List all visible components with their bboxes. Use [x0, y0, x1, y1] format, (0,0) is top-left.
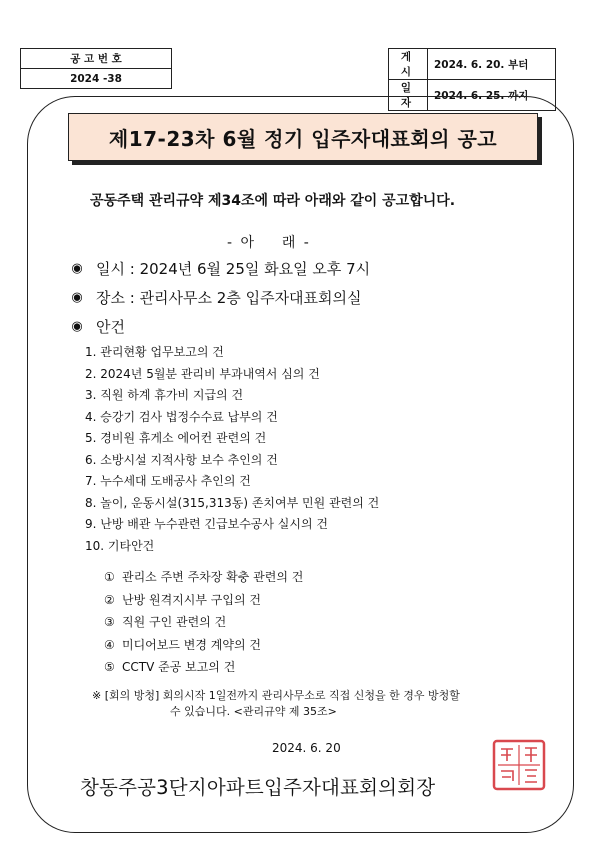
datetime-line	[70, 258, 370, 279]
place-line	[70, 287, 362, 308]
agenda-item: 4. 승강기 검사 법정수수료 납부의 건	[85, 409, 278, 424]
agenda-item: 1. 관리현황 업무보고의 건	[85, 345, 224, 359]
posting-label-1: 게 시	[389, 49, 428, 80]
bullet-icon: ◉	[71, 290, 83, 305]
datetime-text: 일시 : 2024년 6월 25일 화요일 오후 7시	[96, 260, 371, 278]
sub-agenda-text: 직원 구인 관련의 건	[122, 615, 227, 629]
notice-number-box	[20, 48, 172, 89]
sub-agenda-number: ④	[104, 637, 115, 652]
notice-number-value: 2024 -38	[21, 69, 172, 89]
agenda-item: 10. 기타안건	[85, 538, 155, 553]
sub-agenda-item	[104, 656, 303, 679]
observer-note-line: ※ [회의 방청] 회의시작 1일전까지 관리사무소로 직접 신청을 한 경우 방청할	[92, 689, 460, 702]
bullet-icon: ◉	[71, 261, 83, 276]
sub-agenda-number: ③	[104, 615, 115, 629]
sub-agenda-number: ②	[104, 592, 115, 607]
notice-title-box	[68, 113, 538, 161]
signature-line: 창동주공3단지아파트입주자대표회의회장	[80, 776, 436, 799]
agenda-item: 7. 누수세대 도배공사 추인의 건	[85, 474, 251, 488]
sub-agenda-text: CCTV 준공 보고의 건	[122, 660, 236, 674]
sub-agenda-item	[104, 634, 303, 657]
agenda-item: 9. 난방 배관 누수관련 긴급보수공사 실시의 건	[85, 517, 328, 531]
place-text: 장소 : 관리사무소 2층 입주자대표회의실	[96, 289, 362, 307]
sub-agenda-item	[104, 589, 303, 612]
agenda-heading	[70, 316, 125, 337]
posting-label-2: 일 자	[389, 80, 428, 111]
agenda-item: 5. 경비원 휴게소 에어컨 관련의 건	[85, 431, 267, 445]
agenda-item: 6. 소방시설 지적사항 보수 추인의 건	[85, 452, 278, 467]
sub-agenda-text: 난방 원격지시부 구입의 건	[122, 592, 261, 607]
sub-agenda-number: ⑤	[104, 660, 115, 674]
agenda-list	[85, 342, 379, 557]
agenda-item: 3. 직원 하계 휴가비 지급의 건	[85, 388, 244, 402]
sub-agenda-number: ①	[104, 570, 115, 584]
sub-agenda-item	[104, 611, 303, 634]
agenda-label: 안건	[96, 318, 125, 336]
sub-agenda-text: 관리소 주변 주차장 확충 관련의 건	[122, 570, 304, 584]
section-heading: - 아 래 -	[227, 235, 311, 251]
sub-agenda-item	[104, 566, 303, 589]
sub-agenda-list	[104, 566, 303, 679]
bullet-icon: ◉	[71, 319, 83, 334]
agenda-item: 8. 놀이, 운동시설(315,313동) 존치여부 민원 관련의 건	[85, 495, 380, 510]
notice-number-label: 공 고 번 호	[21, 49, 172, 69]
sub-agenda-text: 미디어보드 변경 계약의 건	[122, 637, 261, 652]
observer-note-line: 수 있습니다. <관리규약 제 35조>	[170, 705, 337, 718]
posting-to: 2024. 6. 25. 까지	[428, 80, 556, 111]
notice-title: 제17-23차 6월 정기 입주자대표회의 공고	[108, 126, 498, 151]
observer-note	[92, 688, 460, 720]
intro-text: 공동주택 관리규약 제34조에 따라 아래와 같이 공고합니다.	[90, 193, 456, 209]
agenda-item: 2. 2024년 5월분 관리비 부과내역서 심의 건	[85, 366, 320, 381]
official-seal-icon	[492, 739, 546, 791]
posting-from: 2024. 6. 20. 부터	[428, 49, 556, 80]
issue-date: 2024. 6. 20	[272, 741, 341, 755]
